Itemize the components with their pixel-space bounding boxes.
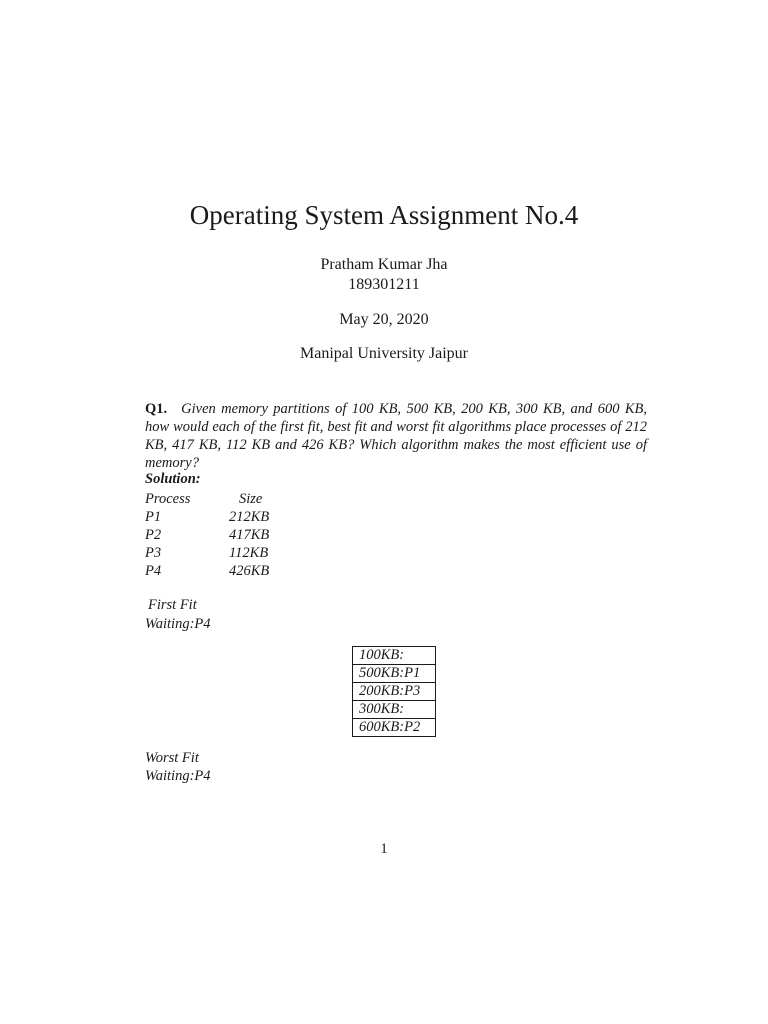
table-row (145, 508, 269, 526)
process-table (145, 490, 269, 580)
partition-cell: 500KB:P1 (353, 665, 436, 683)
question-label: Q1. (145, 401, 168, 417)
table-row (353, 701, 436, 719)
partition-cell: 600KB:P2 (353, 719, 436, 737)
page-title: Operating System Assignment No.4 (189, 200, 579, 230)
table-row (145, 526, 269, 544)
table-row (145, 544, 269, 562)
size-cell: 212KB (229, 509, 270, 525)
question-text: Given memory partitions of 100 KB, 500 KB, 200 KB, 300 KB, and 600 KB, how would each of the first fit, best fit and worst fit algorithms place processes of 212 KB, 417 KB, 112 KB and 426 KB? Which algorithm makes the most efficient use of memory? (145, 401, 647, 471)
table-row (353, 647, 436, 665)
first-fit-heading: First Fit (148, 597, 197, 613)
solution-label: Solution: (145, 471, 201, 487)
table-row (353, 683, 436, 701)
table-row (353, 719, 436, 737)
institute-name: Manipal University Jaipur (300, 345, 468, 362)
partition-cell: 300KB: (353, 701, 436, 719)
first-fit-waiting: Waiting:P4 (145, 616, 211, 632)
table-row (353, 665, 436, 683)
size-cell: 426KB (229, 563, 270, 579)
document-date: May 20, 2020 (339, 311, 429, 328)
page-number: 1 (380, 841, 388, 857)
question-paragraph (145, 400, 647, 472)
size-cell: 417KB (229, 527, 270, 543)
worst-fit-heading: Worst Fit (145, 750, 199, 766)
partition-cell: 200KB:P3 (353, 683, 436, 701)
process-table-header (145, 490, 269, 508)
process-cell: P1 (145, 509, 162, 525)
worst-fit-waiting: Waiting:P4 (145, 768, 211, 784)
size-column-header: Size (239, 491, 263, 507)
process-cell: P3 (145, 545, 162, 561)
author-name: Pratham Kumar Jha (320, 256, 448, 273)
process-cell: P4 (145, 563, 162, 579)
size-cell: 112KB (229, 545, 269, 561)
student-id: 189301211 (348, 276, 420, 293)
process-column-header: Process (145, 491, 191, 507)
first-fit-partition-table (352, 646, 436, 737)
partition-cell: 100KB: (353, 647, 436, 665)
table-row (145, 562, 269, 580)
process-cell: P2 (145, 527, 162, 543)
